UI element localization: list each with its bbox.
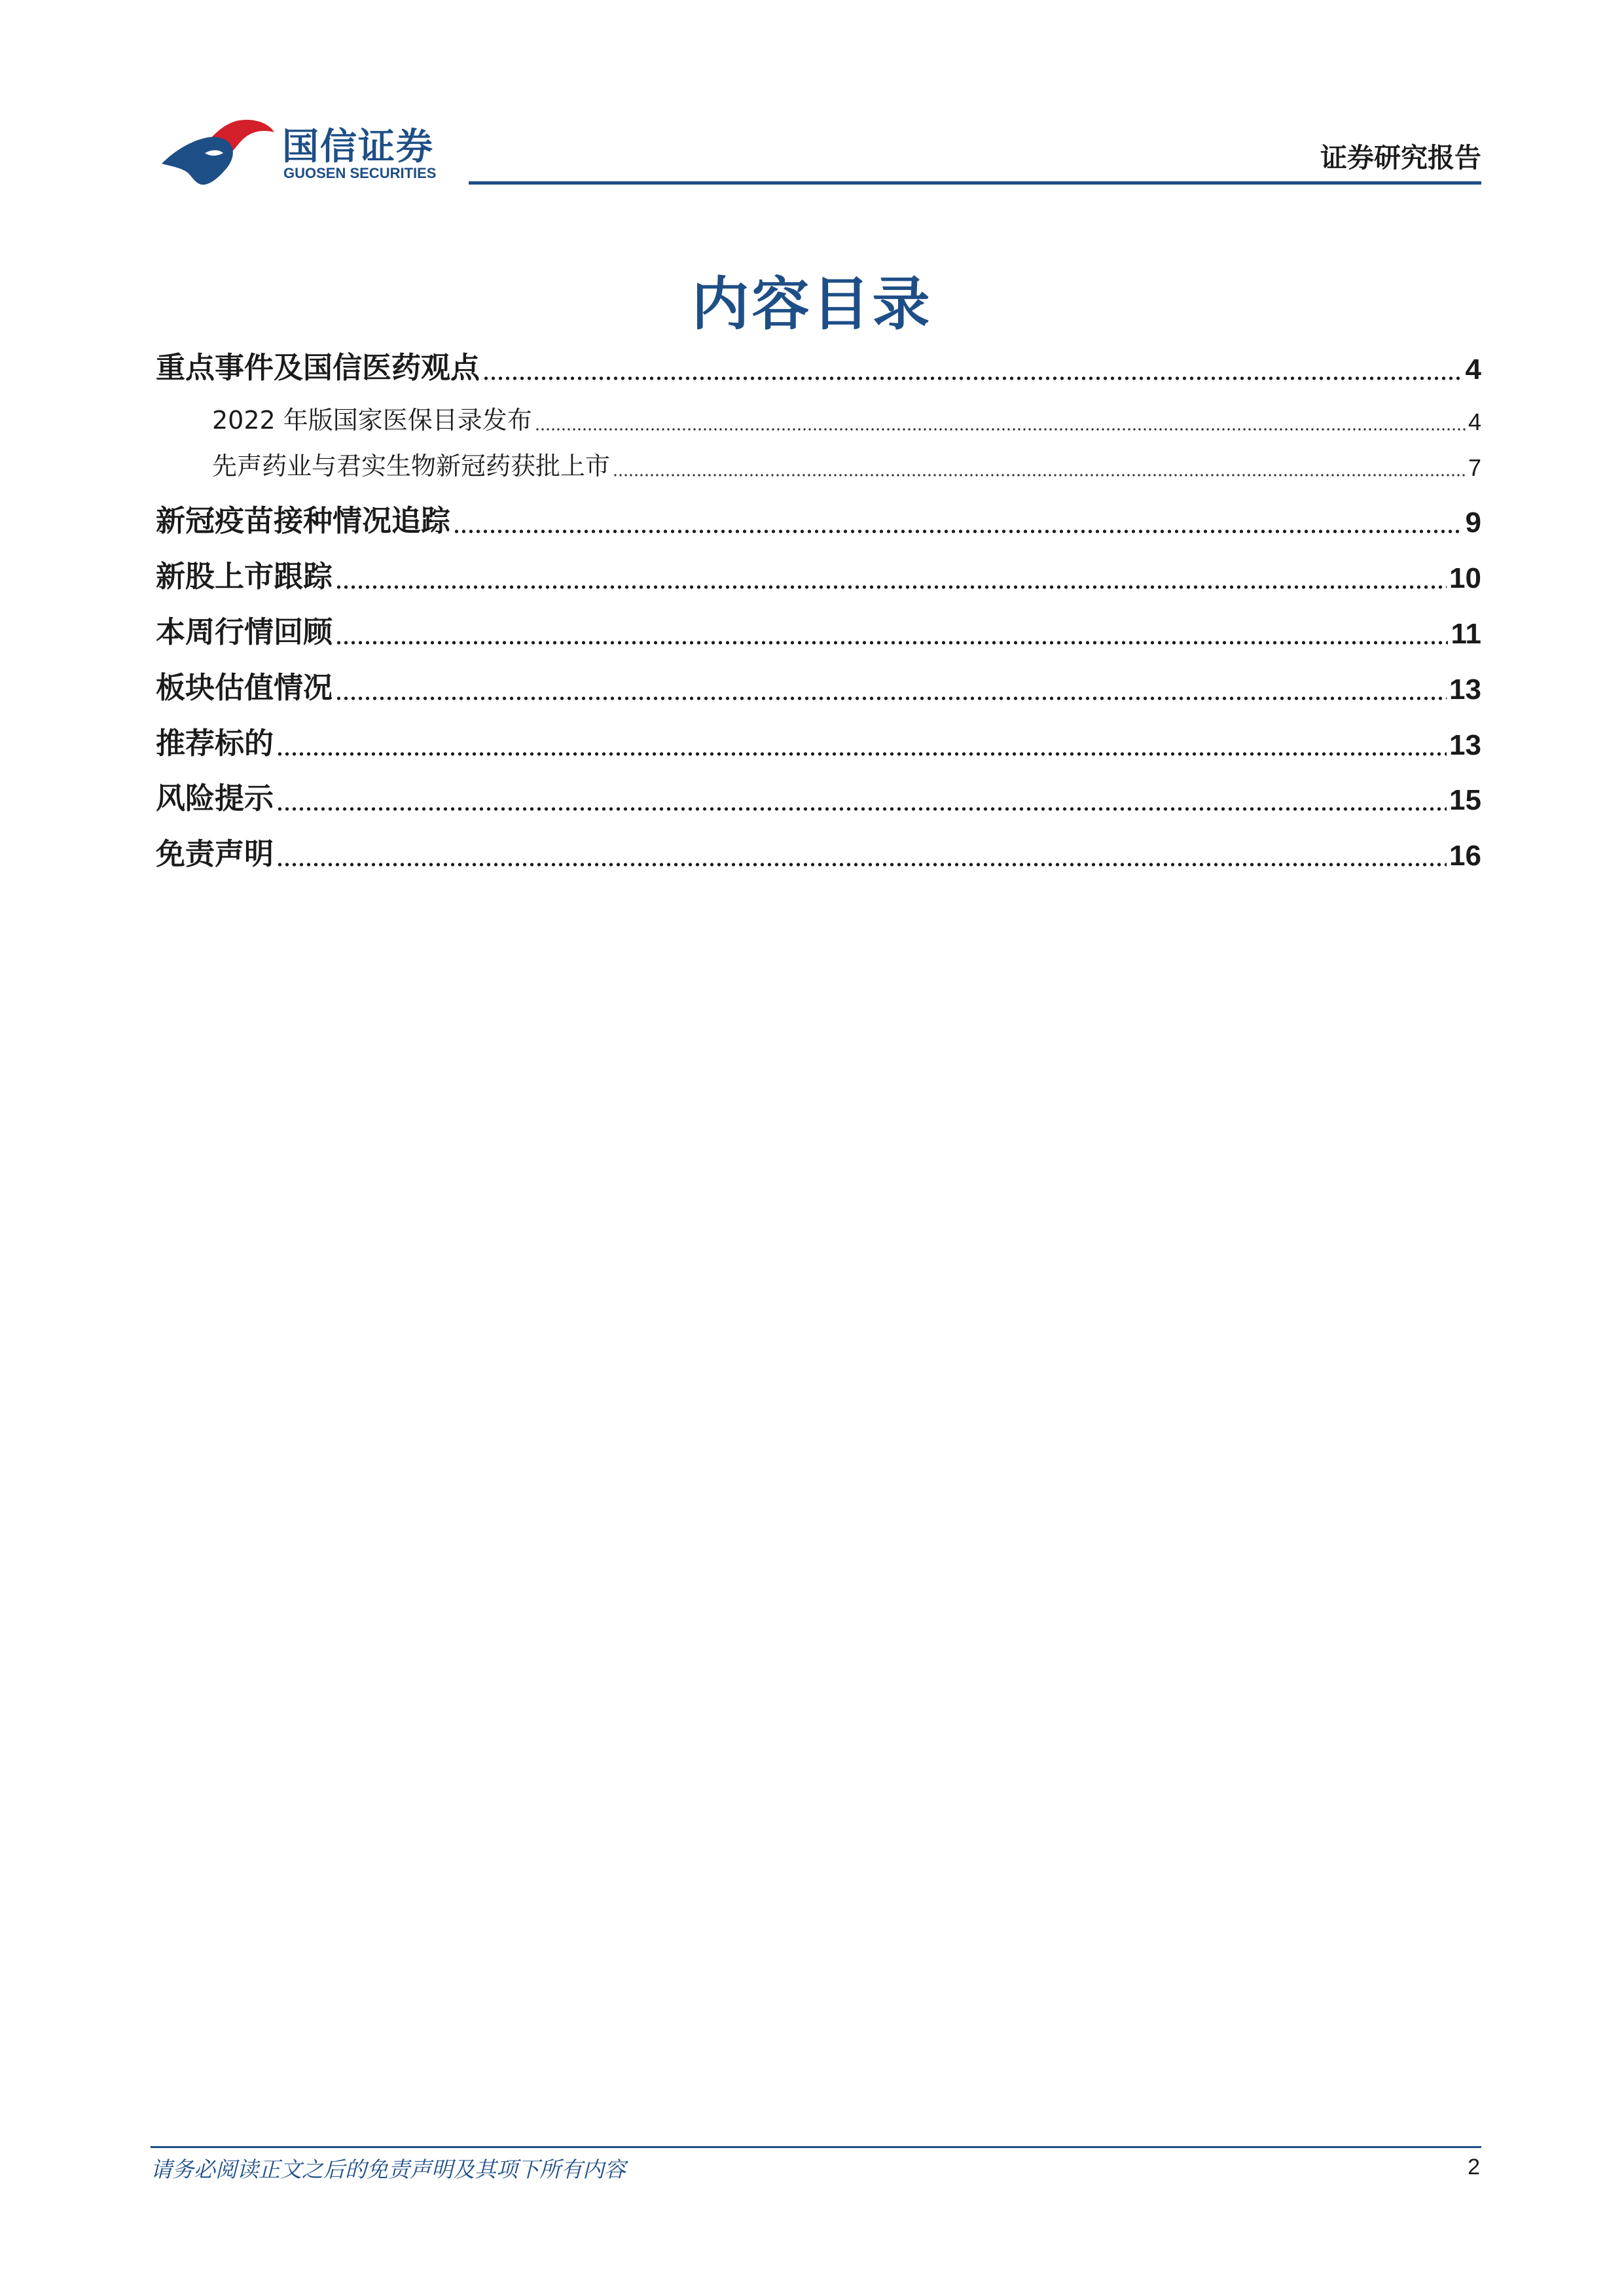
toc-entry[interactable] [156,833,1481,872]
guosen-logo [159,115,447,187]
toc-entry-title: 本周行情回顾 [156,615,333,649]
toc-entry-page: 11 [1451,618,1481,650]
toc-entry-title: 风险提示 [156,781,274,816]
toc-entry[interactable] [156,611,1481,651]
toc-entry[interactable] [156,778,1481,817]
toc-leader-dots [453,529,1463,533]
toc-entry-title: 先声药业与君实生物新冠药获批上市 [212,452,611,480]
toc-leader-dots [276,863,1447,867]
report-type-label: 证券研究报告 [1320,142,1481,173]
toc-entry-page: 4 [1468,408,1481,435]
toc-leader-dots [335,641,1448,645]
toc-entry-page: 7 [1468,454,1481,481]
toc-entry-page: 15 [1449,784,1481,816]
toc-leader-dots [276,752,1447,756]
logo-english-name: GUOSEN SECURITIES [283,165,437,181]
page-header [0,0,1624,196]
toc-entry[interactable] [156,723,1481,762]
toc-entry-page: 13 [1449,673,1481,706]
toc-entry-title: 免责声明 [156,836,274,871]
toc-entry-title: 推荐标的 [156,726,274,761]
toc-leader-dots [535,427,1466,431]
toc-entry-title: 2022 年版国家医保目录发布 [212,406,532,435]
page-number: 2 [1468,2155,1480,2179]
header-divider [469,181,1481,185]
toc-entry-page: 9 [1465,507,1481,539]
toc-entry-page: 10 [1449,562,1481,594]
toc-entry[interactable] [156,667,1481,706]
toc-leader-dots [276,807,1447,811]
footer-divider [151,2146,1481,2148]
toc-leader-dots [613,473,1466,477]
toc-entry[interactable] [156,556,1481,595]
toc-title: 内容目录 [691,270,933,338]
toc-entry-page: 16 [1449,840,1481,872]
toc-entry-title: 板块估值情况 [156,670,333,705]
toc-entry-page: 13 [1449,729,1481,761]
toc-leader-dots [335,696,1447,700]
toc-entry-title: 重点事件及国信医药观点 [156,350,480,385]
toc-subentry[interactable] [156,448,1481,482]
toc-leader-dots [482,376,1463,380]
footer-disclaimer: 请务必阅读正文之后的免责声明及其项下所有内容 [151,2157,626,2182]
toc-leader-dots [335,585,1447,589]
toc-entry[interactable] [156,500,1481,539]
toc-subentry[interactable] [156,402,1481,436]
toc-entry[interactable] [156,347,1481,386]
logo-chinese-name: 国信证券 [282,126,434,168]
toc-entry-title: 新股上市跟踪 [156,559,333,594]
toc-entry-title: 新冠疫苗接种情况追踪 [156,503,451,538]
toc-entry-page: 4 [1465,353,1481,386]
guosen-logo-mark-icon [159,115,277,187]
